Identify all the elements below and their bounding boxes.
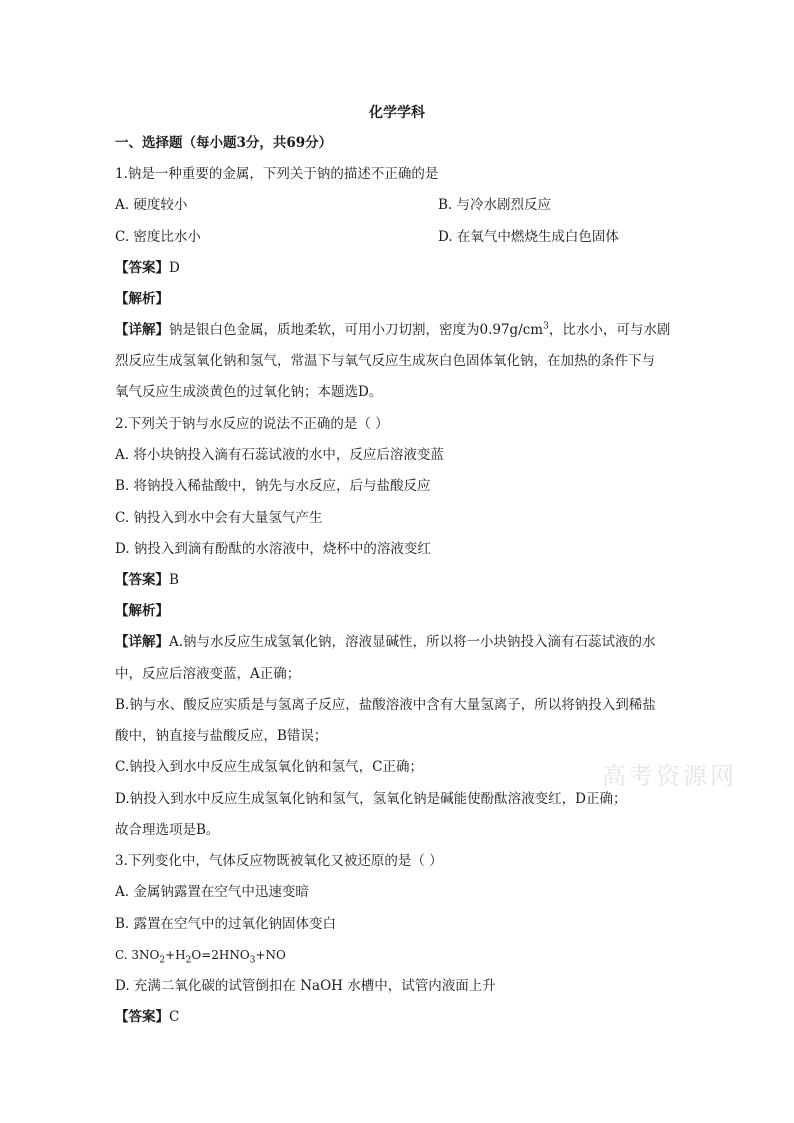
q2-detail-line-2: 中，反应后溶液变蓝，A正确；	[115, 666, 301, 682]
subscript: 2	[159, 955, 166, 966]
q2-detail-line-3: B.钠与水、酸反应实质是与氢离子反应，盐酸溶液中含有大量氢离子，所以将钠投入到稀盐	[115, 697, 656, 713]
q3-stem: 3.下列变化中，气体反应物既被氧化又被还原的是（ ）	[115, 853, 443, 869]
detail-text: A.钠与水反应生成氢氧化钠，溶液显碱性，所以将一小块钠投入滴有石蕊试液的水	[169, 634, 656, 650]
q1-analysis-tag: 【解析】	[115, 291, 169, 307]
formula-text: +H	[165, 948, 186, 962]
formula-text: O=2HNO	[191, 948, 250, 962]
q2-detail-line-6: D.钠投入到水中反应生成氢氧化钠和氢气，氢氧化钠是碱能使酚酞溶液变红，D正确；	[115, 791, 627, 807]
q2-detail-line-5: C.钠投入到水中反应生成氢氧化钠和氢气，C正确；	[115, 759, 423, 775]
q2-option-b: B. 将钠投入稀盐酸中，钠先与水反应，后与盐酸反应	[115, 478, 431, 494]
answer-tag: 【答案】	[115, 572, 169, 588]
q1-stem: 1.钠是一种重要的金属，下列关于钠的描述不正确的是	[115, 166, 439, 182]
q2-answer	[115, 570, 685, 590]
q3-answer	[115, 1007, 685, 1027]
q2-option-a: A. 将小块钠投入滴有石蕊试液的水中，反应后溶液变蓝	[115, 447, 444, 463]
detail-text: 钠是银白色金属，质地柔软，可用小刀切割，密度为0.97g/cm	[169, 322, 544, 338]
answer-tag: 【答案】	[115, 260, 169, 276]
answer-tag: 【答案】	[115, 1009, 169, 1025]
q1-option-a: A. 硬度较小	[115, 197, 188, 213]
q1-option-b: B. 与冷水剧烈反应	[438, 197, 552, 213]
q1-detail-line-3: 氧气反应生成淡黄色的过氧化钠；本题选D。	[115, 384, 383, 400]
q3-option-c	[115, 945, 685, 965]
q1-answer	[115, 258, 685, 278]
q2-stem: 2.下列关于钠与水反应的说法不正确的是（ ）	[115, 416, 389, 432]
watermark: 高考资源网	[602, 762, 737, 790]
q2-detail-line-7: 故合理选项是B。	[115, 822, 220, 838]
q2-option-c: C. 钠投入到水中会有大量氢气产生	[115, 510, 323, 526]
q1-detail-line-2: 烈反应生成氢氧化钠和氢气，常温下与氧气反应生成灰白色固体氧化钠，在加热的条件下与	[115, 353, 655, 369]
q1-option-c: C. 密度比水小	[115, 229, 201, 245]
subscript: 2	[185, 955, 192, 966]
subscript: 3	[249, 955, 256, 966]
page-title: 化学学科	[369, 105, 425, 121]
detail-tag: 【详解】	[115, 634, 169, 650]
q1-option-d: D. 在氧气中燃烧生成白色固体	[438, 229, 619, 245]
q2-detail-line-4: 酸中，钠直接与盐酸反应，B错误；	[115, 728, 328, 744]
q3-option-b: B. 露置在空气中的过氧化钠固体变白	[115, 916, 337, 932]
q2-detail-line-1	[115, 632, 685, 652]
superscript: 3	[543, 321, 549, 332]
detail-tag: 【详解】	[115, 322, 169, 338]
detail-text: ，比水小，可与水剧	[548, 322, 671, 338]
answer-value: B	[169, 572, 179, 588]
q2-option-d: D. 钠投入到滴有酚酞的水溶液中，烧杯中的溶液变红	[115, 541, 431, 557]
answer-value: C	[169, 1009, 180, 1025]
answer-value: D	[169, 260, 180, 276]
q1-detail-line-1	[115, 320, 685, 340]
formula-text: +NO	[255, 948, 286, 962]
q3-option-d: D. 充满二氧化碳的试管倒扣在 NaOH 水槽中，试管内液面上升	[115, 978, 496, 994]
q2-analysis-tag: 【解析】	[115, 603, 169, 619]
section-heading: 一、选择题（每小题3分，共69分）	[115, 135, 333, 151]
formula-text: C. 3NO	[115, 948, 160, 962]
q3-option-a: A. 金属钠露置在空气中迅速变暗	[115, 884, 309, 900]
